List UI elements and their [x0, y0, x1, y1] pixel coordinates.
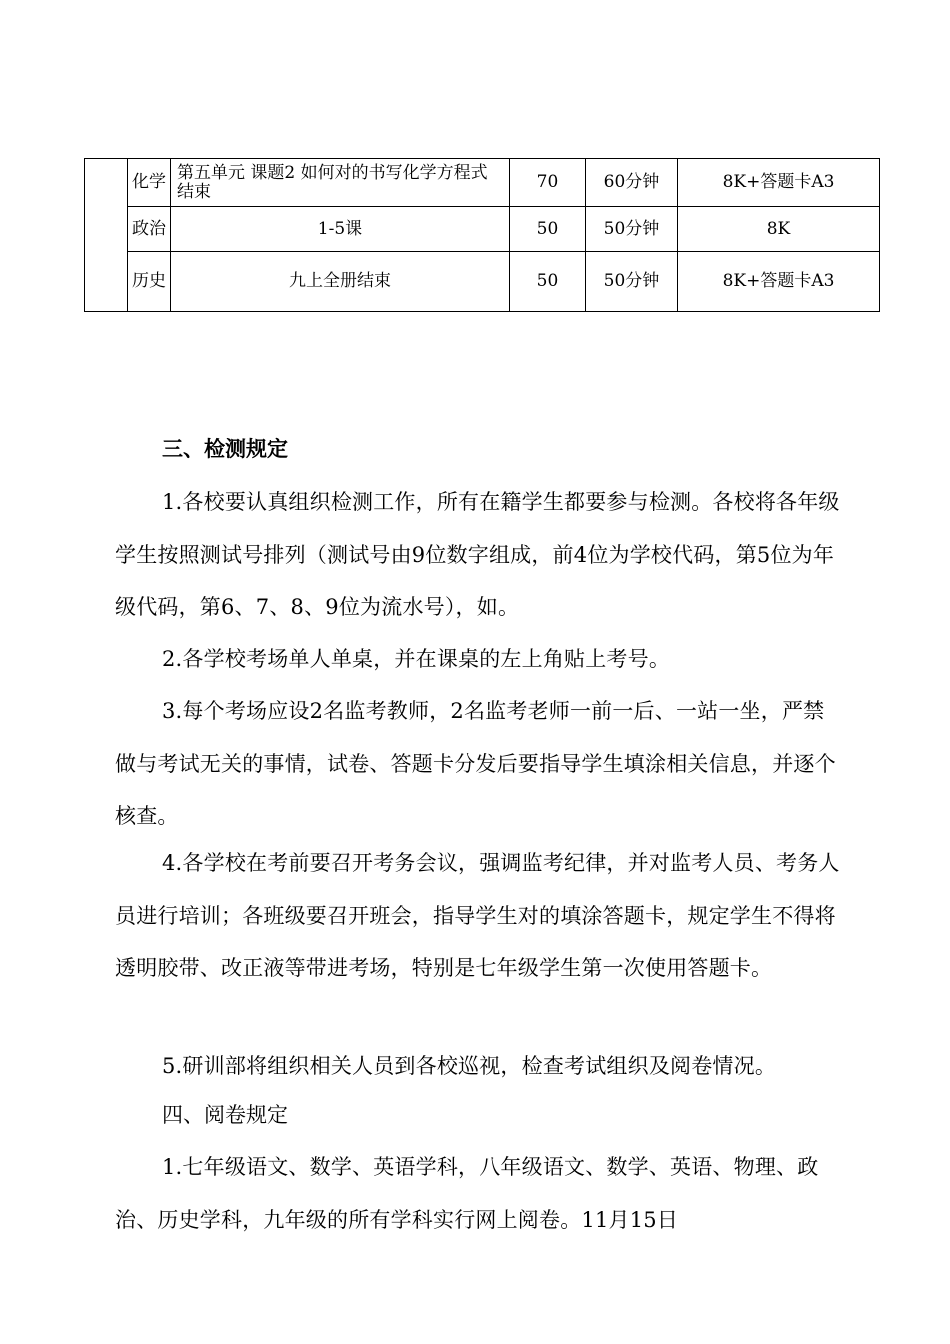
content-cell: 1-5课	[171, 207, 510, 252]
paper-cell: 8K+答题卡A3	[678, 159, 880, 207]
section-3-item-4: 4.各学校在考前要召开考务会议，强调监考纪律，并对监考人员、考务人员进行培训；各班级要召开班会，指导学生对的填涂答题卡，规定学生不得将透明胶带、改正液等带进考场，特别是七年级学生第一次使用答题卡。	[115, 851, 840, 980]
paper-cell: 8K+答题卡A3	[678, 252, 880, 312]
subject-cell: 化学	[128, 159, 171, 207]
duration-cell: 50分钟	[586, 207, 678, 252]
content-cell: 第五单元 课题2 如何对的书写化学方程式 结束	[171, 159, 510, 207]
duration-cell: 60分钟	[586, 159, 678, 207]
content-cell: 九上全册结束	[171, 252, 510, 312]
section-3-heading: 三、检测规定	[162, 436, 288, 461]
subject-cell: 历史	[128, 252, 171, 312]
section-4-heading: 四、阅卷规定	[162, 1103, 288, 1127]
score-cell: 50	[510, 207, 586, 252]
section-3-item-1: 1.各校要认真组织检测工作，所有在籍学生都要参与检测。各校将各年级学生按照测试号排列（测试号由9位数字组成，前4位为学校代码，第5位为年级代码，第6、7、8、9位为流水号），如。	[115, 490, 840, 619]
section-3-item-5: 5.研训部将组织相关人员到各校巡视，检查考试组织及阅卷情况。	[162, 1054, 777, 1078]
grade-cell	[85, 159, 128, 312]
section-4-item-1: 1.七年级语文、数学、英语学科，八年级语文、数学、英语、物理、政治、历史学科，九年级的所有学科实行网上阅卷。11月15日	[115, 1155, 819, 1232]
table-row	[85, 252, 880, 312]
score-cell: 50	[510, 252, 586, 312]
section-3-item-3: 3.每个考场应设2名监考教师，2名监考老师一前一后、一站一坐，严禁做与考试无关的事情，试卷、答题卡分发后要指导学生填涂相关信息，并逐个核查。	[115, 699, 836, 828]
duration-cell: 50分钟	[586, 252, 678, 312]
table-row	[85, 207, 880, 252]
score-cell: 70	[510, 159, 586, 207]
table-row	[85, 159, 880, 207]
exam-schedule-table	[84, 158, 880, 312]
subject-cell: 政治	[128, 207, 171, 252]
section-3-item-2: 2.各学校考场单人单桌，并在课桌的左上角贴上考号。	[162, 647, 671, 671]
paper-cell: 8K	[678, 207, 880, 252]
